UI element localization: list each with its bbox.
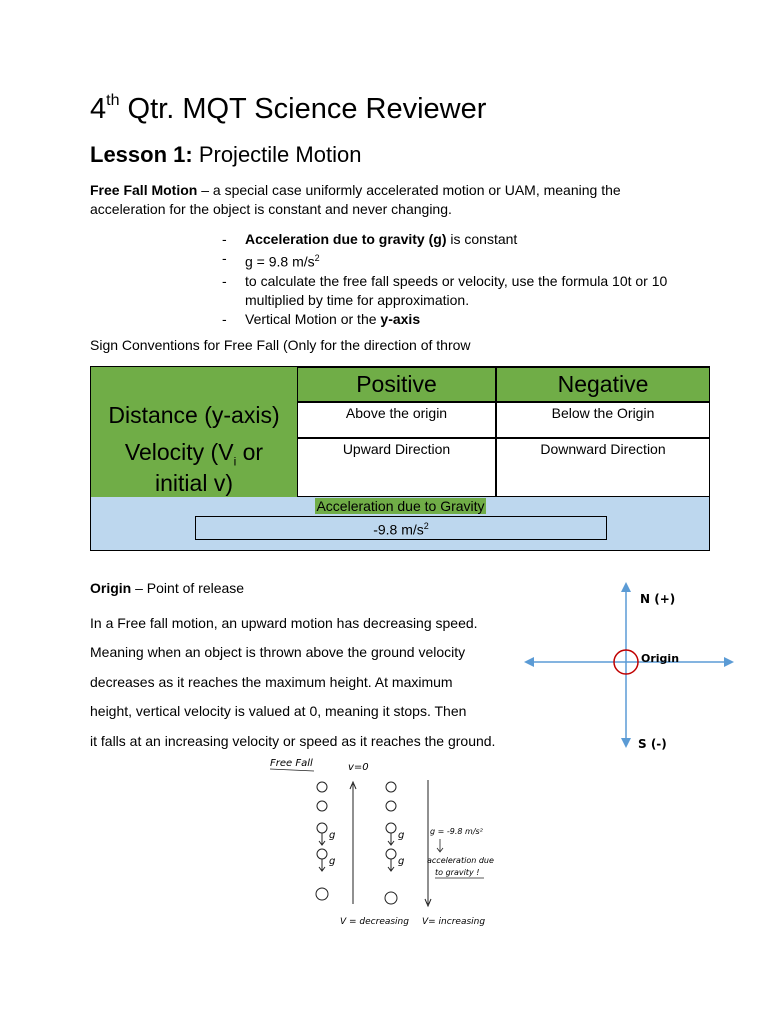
sign-conventions-caption: Sign Conventions for Free Fall (Only for the direction of throw [90,337,471,353]
accel-note: to gravity ! [435,868,480,877]
table-cell: Above the origin [297,402,496,438]
drawing-g-label: g [329,856,336,867]
list-item: - Vertical Motion or the y-axis [222,310,421,327]
column-header-positive: Positive [297,367,496,402]
table-cell: Upward Direction [297,438,496,497]
paragraph-line: Meaning when an object is thrown above the ground velocity [90,644,466,661]
drawing-title: Free Fall [270,758,313,769]
left-caption: V = decreasing [340,917,409,927]
sign-convention-table [90,366,710,551]
west-arrow-icon [524,657,534,667]
row-header-cell: Distance (y-axis) Velocity ($V_i$ or initial v) [91,367,297,497]
column-header-negative: Negative [496,367,710,402]
paragraph-line: decreases as it reaches the maximum height. At maximum [90,673,453,690]
bullet-list [222,230,682,329]
upward-balls [316,782,328,900]
free-fall-term: Free Fall Motion [90,182,198,198]
drawing-g-label: g [398,830,405,841]
north-label: N (+) [640,592,676,606]
paragraph-line: it falls at an increasing velocity or speed as it reaches the ground. [90,732,496,749]
list-item: - to calculate the free fall speeds or velocity, use the formula 10t or 10 multiplied by time for approximation. [222,272,668,308]
accel-note: acceleration due [427,856,494,865]
drawing-g-label: g [329,830,336,841]
paragraph-line: In a Free fall motion, an upward motion has decreasing speed. [90,615,478,631]
list-item: - g = 9.8 $m/s^2$ [222,250,320,270]
lesson-heading: Lesson 1: Projectile Motion [90,142,362,167]
free-fall-definition: Free Fall Motion – a special case uniformly accelerated motion or UAM, meaning the acceleration for the object is constant and never changing. [90,182,621,217]
free-fall-explanation [90,609,550,756]
accel-note: g = -9.8 m/s² [430,827,483,836]
north-arrow-icon [621,582,631,592]
acceleration-value-box: -9.8 $m/s^2$ [195,516,607,540]
table-cell: Below the Origin [496,402,710,438]
acceleration-label: Acceleration due to Gravity [316,498,485,514]
east-arrow-icon [724,657,734,667]
drawing-top-label: v=0 [348,762,369,773]
compass-diagram [520,578,740,758]
free-fall-hand-drawing [262,754,512,934]
right-caption: V= increasing [422,917,486,927]
downward-balls [385,782,397,904]
south-label: S (-) [638,737,667,751]
list-item: - Acceleration due to gravity (g) is constant [222,231,518,247]
table-cell: Downward Direction [496,438,710,497]
drawing-g-label: g [398,856,405,867]
origin-definition: Origin – Point of release [90,580,245,596]
paragraph-line: height, vertical velocity is valued at 0, meaning it stops. Then [90,703,467,720]
page-title: 4th Qtr. MQT Science Reviewer [90,92,487,125]
south-arrow-icon [621,738,631,748]
origin-label: Origin [641,652,680,665]
